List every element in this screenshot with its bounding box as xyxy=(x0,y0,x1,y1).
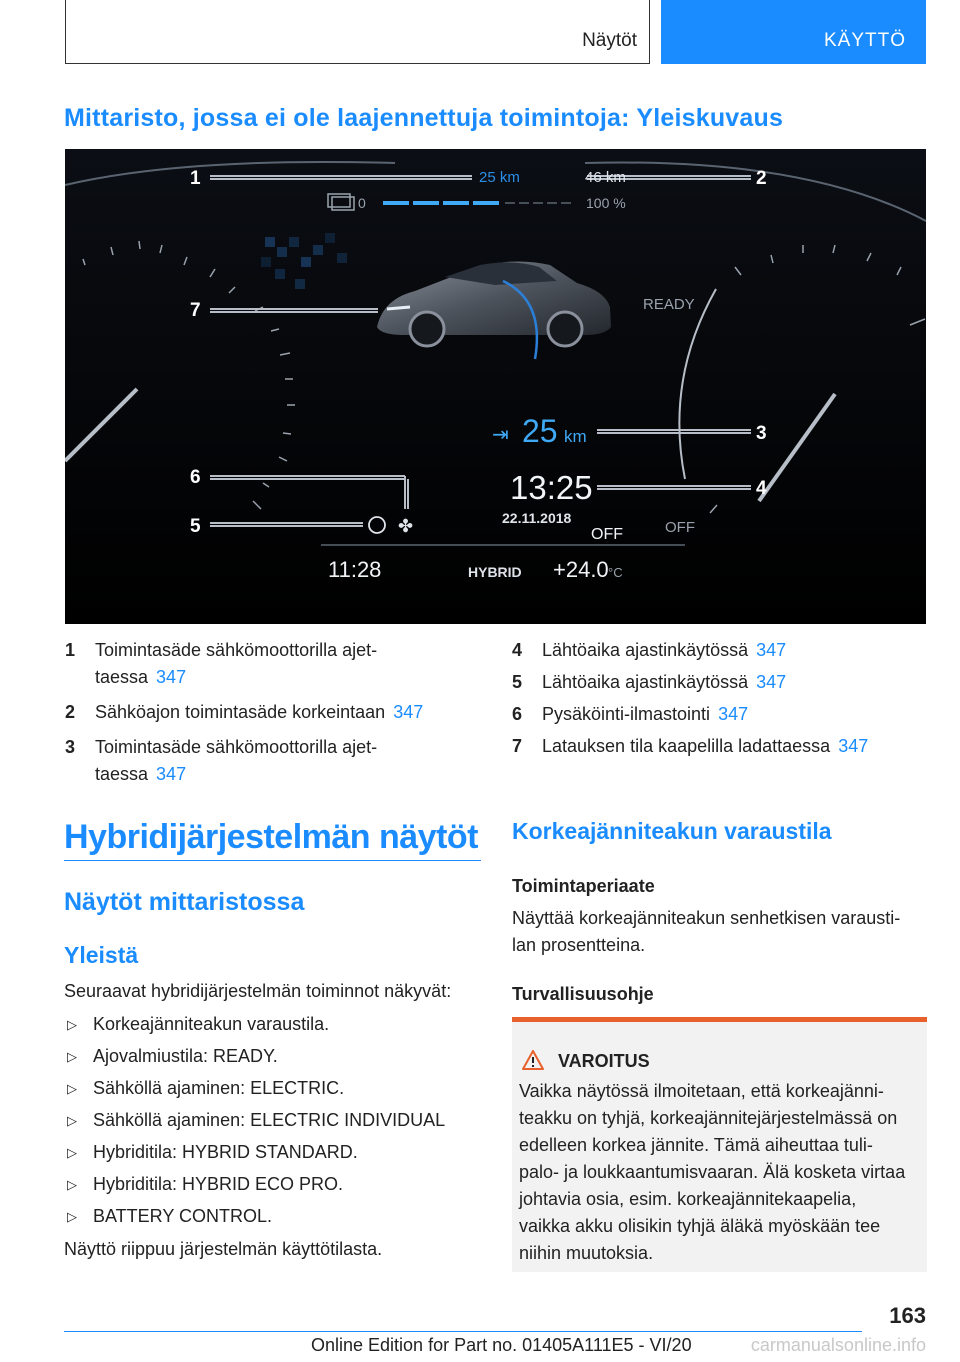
legend-left xyxy=(65,637,485,788)
electric-range: 25 km xyxy=(479,169,520,186)
legend-number: 1 xyxy=(65,640,76,660)
off-right: OFF xyxy=(665,519,695,536)
list-item-text: Korkeajänniteakun varaustila. xyxy=(93,1014,330,1034)
list-item xyxy=(64,1078,344,1099)
page-reference-link[interactable]: 347 xyxy=(756,640,787,660)
list-item xyxy=(64,1174,343,1195)
principle-line: Näyttää korkeajänniteakun senhetkisen varausti- xyxy=(512,908,901,928)
fan-icon: ✤ xyxy=(398,516,414,536)
warning-text xyxy=(519,1078,924,1267)
charge-min: 0 xyxy=(358,195,366,211)
legend-item xyxy=(512,669,932,696)
ready-status: READY xyxy=(643,296,695,313)
legend-text: Sähköajon toimintasäde korkeintaan xyxy=(95,702,386,722)
warning-line: teakku on tyhjä, korkeajännitejärjestelmässä on xyxy=(519,1108,898,1128)
warning-box xyxy=(512,1017,927,1272)
warning-line: Vaikka näytössä ilmoitetaan, että korkeajänni- xyxy=(519,1081,884,1101)
subsection-heading: Näytöt mittaristossa xyxy=(64,888,305,916)
list-item xyxy=(64,1110,445,1131)
warning-line: palo- ja loukkaantumisvaaran. Älä kosketa virtaa xyxy=(519,1162,906,1182)
legend-text: Lähtöaika ajastinkäytössä xyxy=(542,672,749,692)
warning-line: edelleen korkea jännite. Tämä aiheuttaa tuli- xyxy=(519,1135,873,1155)
page-number: 163 xyxy=(889,1303,926,1328)
page-reference-link[interactable]: 347 xyxy=(718,704,749,724)
legend-text: Lähtöaika ajastinkäytössä xyxy=(542,640,749,660)
instrument-cluster-image xyxy=(65,149,926,624)
safety-heading: Turvallisuusohje xyxy=(512,984,654,1004)
legend-text: Latauksen tila kaapelilla ladattaessa xyxy=(542,736,831,756)
callout-6: 6 xyxy=(190,467,201,488)
warning-line: vaikka akku olisikin tyhjä äläkä myöskään tee xyxy=(519,1216,881,1236)
list-item-text: Sähköllä ajaminen: ELECTRIC. xyxy=(93,1078,345,1098)
legend-item xyxy=(65,699,485,726)
header-section-label: Näytöt xyxy=(582,30,637,51)
off-left: OFF xyxy=(591,526,623,543)
callout-4: 4 xyxy=(756,478,767,499)
clock-time: 13:25 xyxy=(510,469,593,506)
legend-item xyxy=(512,637,932,664)
list-item-text: BATTERY CONTROL. xyxy=(93,1206,273,1226)
bottom-time: 11:28 xyxy=(328,557,382,582)
drive-mode: HYBRID xyxy=(468,564,522,580)
principle-text xyxy=(512,905,900,959)
range-value: 25 xyxy=(522,413,558,449)
legend-item xyxy=(65,734,485,788)
watermark: carmanualsonline.info xyxy=(750,1335,926,1355)
list-item xyxy=(64,1014,329,1035)
temperature-value: +24.0 xyxy=(553,557,609,582)
callout-1: 1 xyxy=(190,168,201,189)
charge-max: 100 % xyxy=(586,195,626,211)
warning-title-text: VAROITUS xyxy=(558,1051,650,1071)
list-item xyxy=(64,1206,272,1227)
callout-2: 2 xyxy=(756,168,767,189)
warning-triangle-icon xyxy=(522,1050,544,1070)
warning-line: johtavia osia, esim. korkeajännitekaapelia, xyxy=(519,1189,857,1209)
bullet-triangle-icon: ▷ xyxy=(67,1145,77,1160)
right-section-heading: Korkeajänniteakun varaustila xyxy=(512,818,832,844)
bullet-triangle-icon: ▷ xyxy=(67,1081,77,1096)
date: 22.11.2018 xyxy=(502,510,572,526)
page-reference-link[interactable]: 347 xyxy=(156,667,187,687)
legend-item xyxy=(512,733,932,760)
footer-edition: Online Edition for Part no. 01405A111E5 - VI/20 xyxy=(311,1335,692,1355)
page-reference-link[interactable]: 347 xyxy=(756,672,787,692)
bullet-triangle-icon: ▷ xyxy=(67,1209,77,1224)
bullet-triangle-icon: ▷ xyxy=(67,1017,77,1032)
list-item-text: Sähköllä ajaminen: ELECTRIC INDIVIDUAL xyxy=(93,1110,446,1130)
heading-rule xyxy=(64,860,481,861)
list-item xyxy=(64,1142,358,1163)
principle-line: lan prosentteina. xyxy=(512,935,646,955)
page-reference-link[interactable]: 347 xyxy=(393,702,424,722)
legend-text: Toimintasäde sähkömoottorilla ajet- xyxy=(95,640,378,660)
bullet-triangle-icon: ▷ xyxy=(67,1049,77,1064)
callout-3: 3 xyxy=(756,423,767,444)
legend-number: 5 xyxy=(512,672,523,692)
legend-number: 6 xyxy=(512,704,523,724)
temperature-unit: °C xyxy=(608,565,623,580)
principle-heading: Toimintaperiaate xyxy=(512,876,655,896)
page-reference-link[interactable]: 347 xyxy=(156,764,187,784)
callout-5: 5 xyxy=(190,516,201,537)
max-range: 46 km xyxy=(585,169,626,186)
header-chapter-label: KÄYTTÖ xyxy=(823,30,906,51)
legend-text: Pysäköinti-ilmastointi xyxy=(542,704,711,724)
callout-7: 7 xyxy=(190,300,201,321)
legend-number: 4 xyxy=(512,640,523,660)
intro-text: Seuraavat hybridijärjestelmän toiminnot näkyvät: xyxy=(64,981,452,1001)
legend-text-cont: taessa xyxy=(95,667,149,687)
warning-line: niihin muutoksia. xyxy=(519,1243,654,1263)
legend-item xyxy=(65,637,485,691)
legend-item xyxy=(512,701,932,728)
bullet-triangle-icon: ▷ xyxy=(67,1177,77,1192)
list-item xyxy=(64,1046,278,1067)
section-heading: Hybridijärjestelmän näytöt xyxy=(64,818,479,856)
bullet-triangle-icon: ▷ xyxy=(67,1113,77,1128)
list-item-text: Ajovalmiustila: READY. xyxy=(93,1046,278,1066)
legend-number: 3 xyxy=(65,737,76,757)
header-section-box xyxy=(65,0,650,64)
header-chapter-tab xyxy=(661,0,926,64)
legend-text-cont: taessa xyxy=(95,764,149,784)
legend-right xyxy=(512,637,932,760)
range-unit: km xyxy=(564,427,587,446)
range-icon: ⇥ xyxy=(492,424,509,446)
outro-text: Näyttö riippuu järjestelmän käyttötilasta. xyxy=(64,1239,383,1259)
subsubsection-heading: Yleistä xyxy=(64,942,139,968)
page-title: Mittaristo, jossa ei ole laajennettuja toimintoja: Yleiskuvaus xyxy=(64,104,784,132)
footer-rule xyxy=(64,1331,862,1332)
list-item-text: Hybriditila: HYBRID ECO PRO. xyxy=(93,1174,344,1194)
warning-title xyxy=(522,1050,650,1072)
list-item-text: Hybriditila: HYBRID STANDARD. xyxy=(93,1142,358,1162)
legend-number: 7 xyxy=(512,736,523,756)
legend-text: Toimintasäde sähkömoottorilla ajet- xyxy=(95,737,378,757)
legend-number: 2 xyxy=(65,702,76,722)
page-reference-link[interactable]: 347 xyxy=(838,736,869,756)
